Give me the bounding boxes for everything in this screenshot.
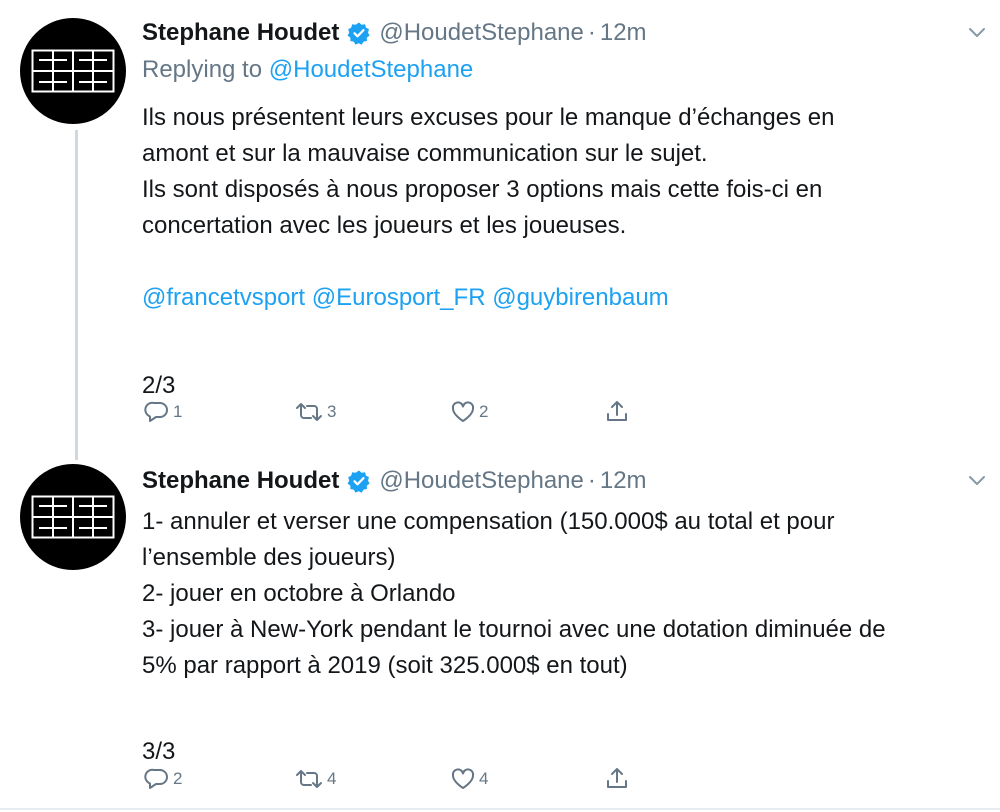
retweet-button[interactable]	[294, 764, 336, 794]
reply-icon	[144, 400, 170, 424]
mention-link[interactable]: @Eurosport_FR	[311, 284, 486, 311]
reply-icon	[144, 767, 170, 791]
mention-link[interactable]: @guybirenbaum	[492, 284, 669, 311]
tweet-timestamp[interactable]: 12m	[599, 19, 647, 46]
tweet-text-line: 1- annuler et verser une compensation (150.000$ au total et pour	[142, 508, 835, 535]
avatar[interactable]	[20, 464, 126, 570]
reply-button[interactable]	[144, 397, 182, 427]
separator-dot: ·	[587, 19, 596, 46]
like-button[interactable]	[450, 764, 488, 794]
retweet-button[interactable]	[294, 397, 336, 427]
tweet-header	[142, 16, 647, 50]
avatar[interactable]	[20, 18, 126, 124]
tweet-text-line: 3- jouer à New-York pendant le tournoi avec une dotation diminuée de	[142, 616, 886, 643]
reply-count: 2	[173, 769, 183, 788]
blank-line	[142, 316, 982, 352]
tweet-text-line: 5% par rapport à 2019 (soit 325.000$ en tout)	[142, 652, 628, 679]
author-handle[interactable]: @HoudetStephane	[379, 467, 584, 494]
blank-line	[142, 684, 982, 720]
tweet-text-line: 2- jouer en octobre à Orlando	[142, 580, 456, 607]
mentions-line	[142, 280, 982, 316]
retweet-count: 4	[327, 769, 337, 788]
thread-index: 2/3	[142, 372, 176, 399]
like-count: 2	[479, 402, 489, 421]
sh-logo-icon	[31, 495, 115, 539]
tweet-actions	[142, 764, 642, 794]
separator-dot: ·	[587, 467, 596, 494]
author-name[interactable]: Stephane Houdet	[142, 19, 340, 46]
chevron-down-icon[interactable]	[966, 470, 988, 492]
reply-button[interactable]	[144, 764, 182, 794]
replying-to-handle-link[interactable]: @HoudetStephane	[268, 56, 474, 83]
tweet-text-line: concertation avec les joueurs et les joueuses.	[142, 212, 627, 239]
author-name[interactable]: Stephane Houdet	[142, 467, 340, 494]
share-button[interactable]	[604, 397, 630, 427]
tweet-text-line: l’ensemble des joueurs)	[142, 544, 396, 571]
share-icon	[604, 766, 630, 792]
bottom-divider	[0, 808, 1000, 810]
tweet-header	[142, 464, 647, 498]
sh-logo-icon	[31, 49, 115, 93]
tweet-3-of-3[interactable]	[0, 460, 1000, 810]
retweet-icon	[294, 400, 324, 424]
tweet-text	[142, 504, 982, 770]
chevron-down-icon[interactable]	[966, 22, 988, 44]
reply-count: 1	[173, 402, 183, 421]
author-handle[interactable]: @HoudetStephane	[379, 19, 584, 46]
verified-badge-icon	[347, 469, 371, 493]
verified-badge-icon	[347, 21, 371, 45]
tweet-text-line: Ils nous présentent leurs excuses pour le manque d’échanges en	[142, 104, 835, 131]
like-button[interactable]	[450, 397, 488, 427]
tweet-timestamp[interactable]: 12m	[599, 467, 647, 494]
replying-to	[142, 56, 473, 84]
tweet-text-line: amont et sur la mauvaise communication sur le sujet.	[142, 140, 708, 167]
retweet-count: 3	[327, 402, 337, 421]
blank-line	[142, 244, 982, 280]
like-count: 4	[479, 769, 489, 788]
tweet-actions	[142, 397, 642, 427]
thread-index: 3/3	[142, 738, 176, 765]
replying-to-label: Replying to	[142, 56, 263, 83]
tweet-text	[142, 100, 982, 404]
share-icon	[604, 399, 630, 425]
share-button[interactable]	[604, 764, 630, 794]
tweet-text-line: Ils sont disposés à nous proposer 3 options mais cette fois-ci en	[142, 176, 823, 203]
like-icon	[450, 400, 476, 424]
like-icon	[450, 767, 476, 791]
mention-link[interactable]: @francetvsport	[142, 284, 306, 311]
retweet-icon	[294, 767, 324, 791]
